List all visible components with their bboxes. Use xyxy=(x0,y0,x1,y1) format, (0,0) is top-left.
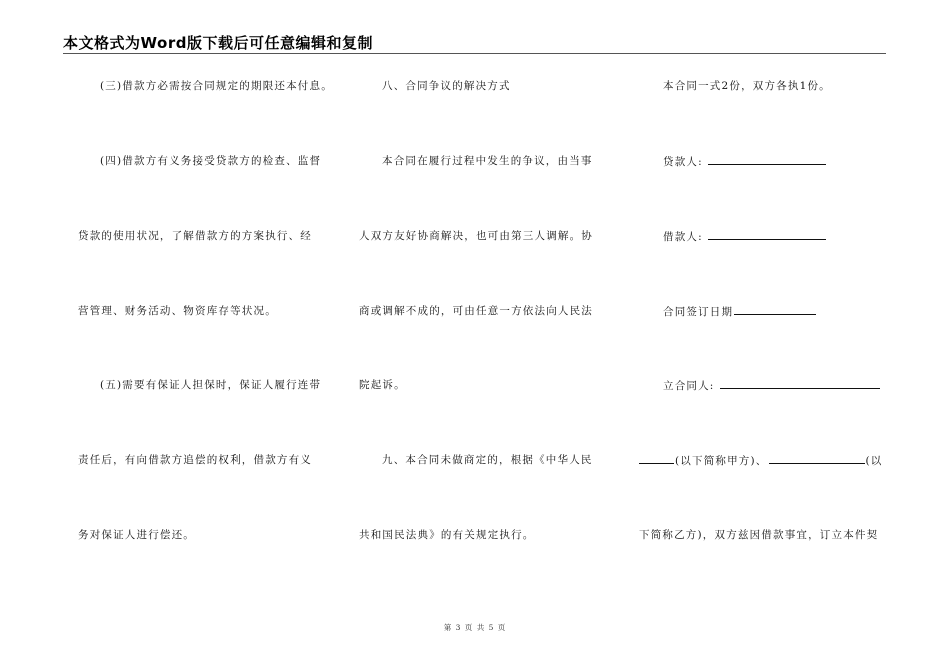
lender-blank xyxy=(708,154,826,165)
col3-last-line: 下简称乙方)，双方兹因借款事宜，订立本件契 xyxy=(639,529,879,541)
col1-line-1: (三)借款方必需按合同规定的期限还本付息。 xyxy=(100,80,333,92)
borrower-blank xyxy=(708,229,826,240)
lender-label: 贷款人: xyxy=(663,156,703,168)
party-b-prefix: (以 xyxy=(865,455,883,467)
page-header-title: 本文格式为Word版下载后可任意编辑和复制 xyxy=(63,34,373,52)
col2-line-5: 院起诉。 xyxy=(359,379,406,391)
sign-date-line xyxy=(663,304,817,319)
party-b-blank xyxy=(769,453,865,464)
sign-date-label: 合同签订日期 xyxy=(663,306,734,318)
col1-line-3: 贷款的使用状况，了解借款方的方案执行、经 xyxy=(78,230,312,242)
party-a-blank xyxy=(639,453,674,464)
lender-line xyxy=(663,154,827,169)
col1-line-5: (五)需要有保证人担保时，保证人履行连带 xyxy=(100,379,322,391)
col2-line-4: 商或调解不成的，可由任意一方依法向人民法 xyxy=(359,305,593,317)
col2-line-1: 八、合同争议的解决方式 xyxy=(382,80,511,92)
parties-blank xyxy=(720,378,880,389)
col2-line-2: 本合同在履行过程中发生的争议，由当事 xyxy=(382,155,593,167)
col1-line-2: (四)借款方有义务接受贷款方的检查、监督 xyxy=(100,155,322,167)
party-names-line xyxy=(638,453,883,468)
col2-line-6: 九、本合同未做商定的，根据《中华人民 xyxy=(382,454,593,466)
copies-line: 本合同一式2份，双方各执1份。 xyxy=(663,80,831,92)
col1-line-6: 责任后，有向借款方追偿的权利，借款方有义 xyxy=(78,454,312,466)
col2-line-3: 人双方友好协商解决，也可由第三人调解。协 xyxy=(359,230,593,242)
parties-label: 立合同人: xyxy=(663,380,715,392)
sign-date-blank xyxy=(734,304,816,315)
col1-line-4: 营管理、财务活动、物资库存等状况。 xyxy=(78,305,277,317)
page-footer: 第 3 页 共 5 页 xyxy=(443,623,507,632)
borrower-label: 借款人: xyxy=(663,231,703,243)
party-a-suffix: (以下简称甲方)、 xyxy=(675,455,768,467)
col2-line-7: 共和国民法典》的有关规定执行。 xyxy=(359,529,535,541)
borrower-line xyxy=(663,229,827,244)
header-divider xyxy=(63,53,886,54)
parties-line xyxy=(663,378,881,393)
col1-line-7: 务对保证人进行偿还。 xyxy=(78,529,195,541)
